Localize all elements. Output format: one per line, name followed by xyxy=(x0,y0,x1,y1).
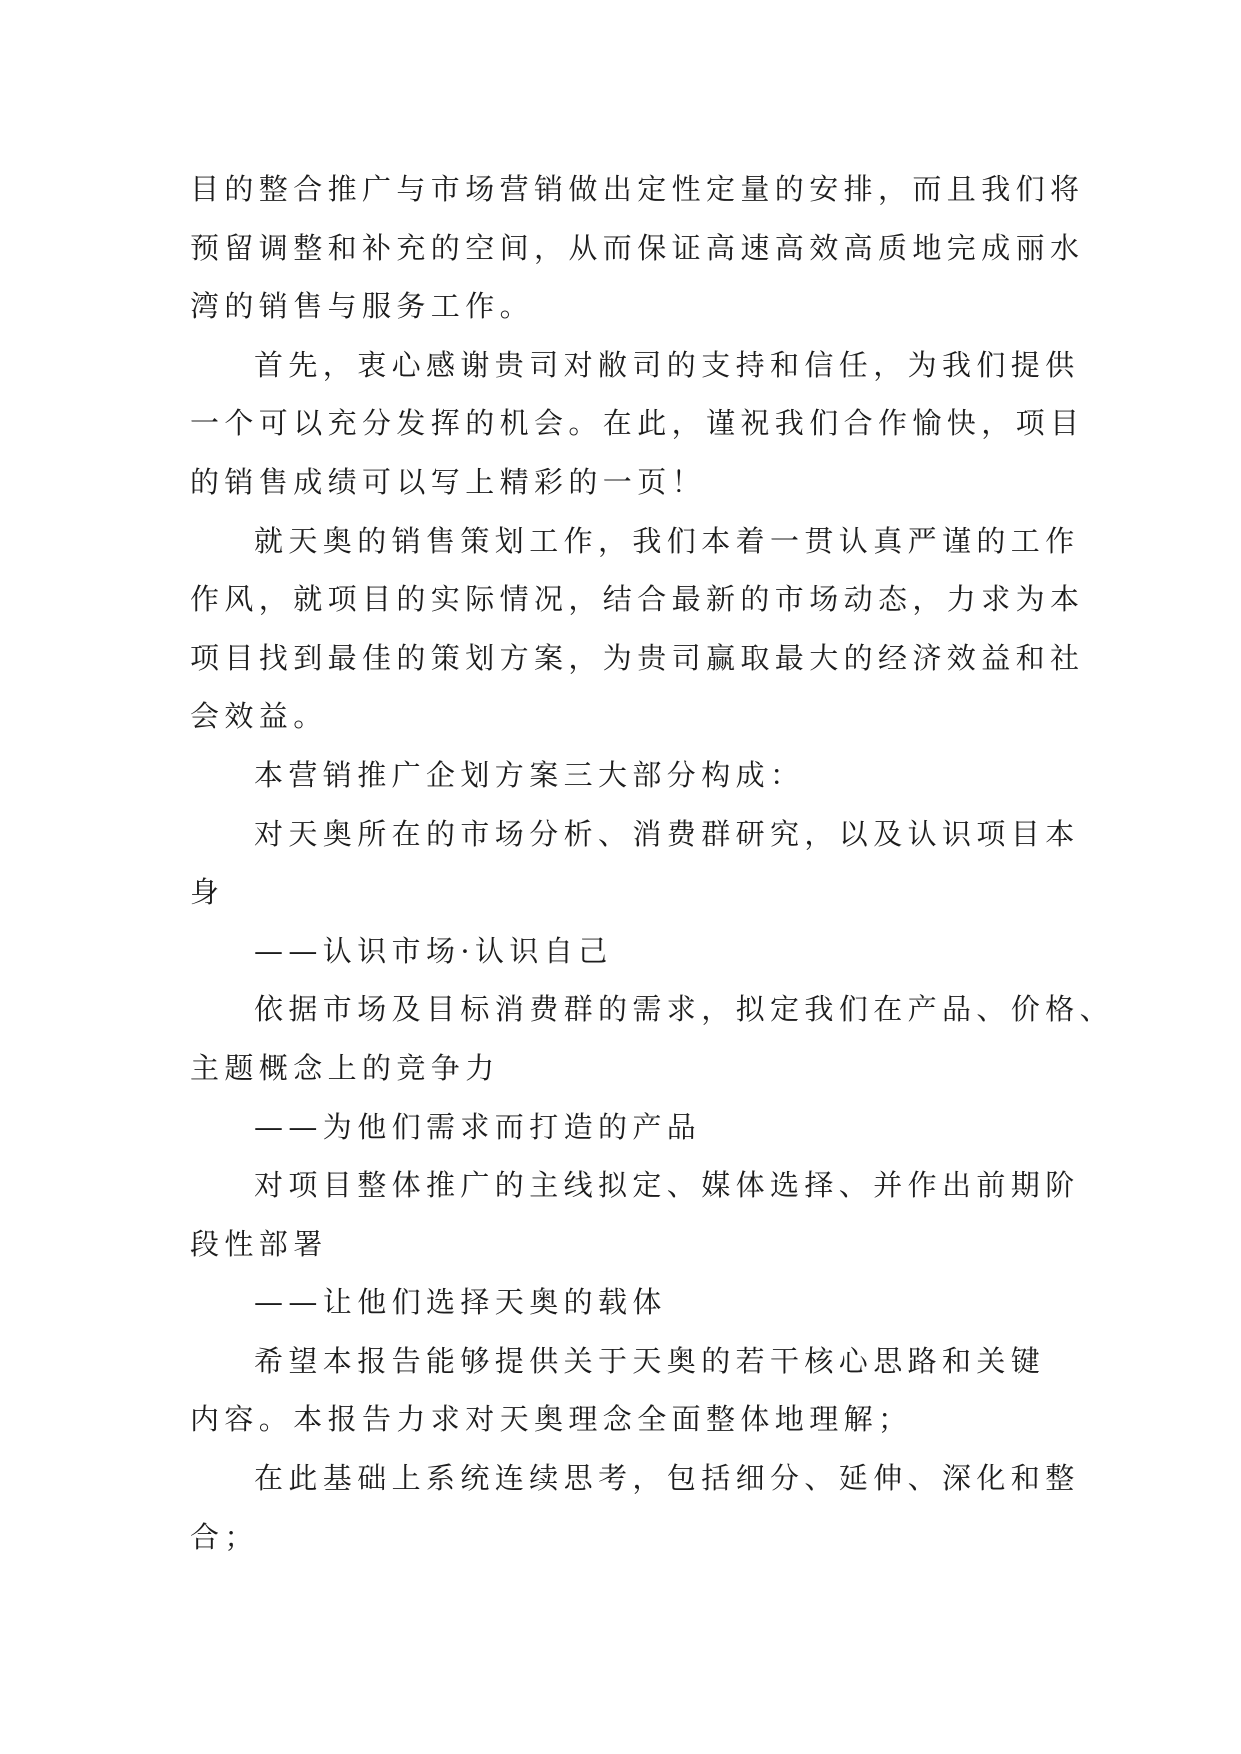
text-line: 预留调整和补充的空间，从而保证高速高效高质地完成丽水 xyxy=(190,230,1085,265)
text-line: 一个可以充分发挥的机会。在此，谨祝我们合作愉快，项目 xyxy=(190,406,1085,441)
text-line: ——为他们需求而打造的产品 xyxy=(254,1109,702,1144)
text-line: ——认识市场·认识自己 xyxy=(254,933,613,968)
text-line: 段性部署 xyxy=(190,1226,328,1261)
text-line: 的销售成绩可以写上精彩的一页！ xyxy=(190,464,707,499)
text-line: 首先，衷心感谢贵司对敝司的支持和信任，为我们提供 xyxy=(254,347,1080,382)
text-line: 身 xyxy=(190,875,225,910)
text-line: 对项目整体推广的主线拟定、媒体选择、并作出前期阶 xyxy=(254,1168,1080,1203)
text-line: 在此基础上系统连续思考，包括细分、延伸、深化和整 xyxy=(254,1461,1080,1496)
text-line: 合； xyxy=(190,1519,259,1554)
text-line: 希望本报告能够提供关于天奥的若干核心思路和关键 xyxy=(254,1343,1046,1378)
text-line: 依据市场及目标消费群的需求，拟定我们在产品、价格、 xyxy=(254,992,1115,1027)
text-line: 项目找到最佳的策划方案，为贵司赢取最大的经济效益和社 xyxy=(190,640,1085,675)
text-line: 主题概念上的竞争力 xyxy=(190,1050,500,1085)
text-line: ——让他们选择天奥的载体 xyxy=(254,1285,667,1320)
text-line: 内容。本报告力求对天奥理念全面整体地理解； xyxy=(190,1402,913,1437)
text-line: 就天奥的销售策划工作，我们本着一贯认真严谨的工作 xyxy=(254,523,1080,558)
text-line: 作风，就项目的实际情况，结合最新的市场动态，力求为本 xyxy=(190,582,1085,617)
text-line: 目的整合推广与市场营销做出定性定量的安排，而且我们将 xyxy=(190,172,1085,206)
text-line: 湾的销售与服务工作。 xyxy=(190,289,535,324)
text-line: 会效益。 xyxy=(190,699,328,734)
document-body xyxy=(190,160,1115,1566)
text-line: 本营销推广企划方案三大部分构成： xyxy=(254,757,805,792)
text-line: 对天奥所在的市场分析、消费群研究，以及认识项目本 xyxy=(254,816,1080,851)
